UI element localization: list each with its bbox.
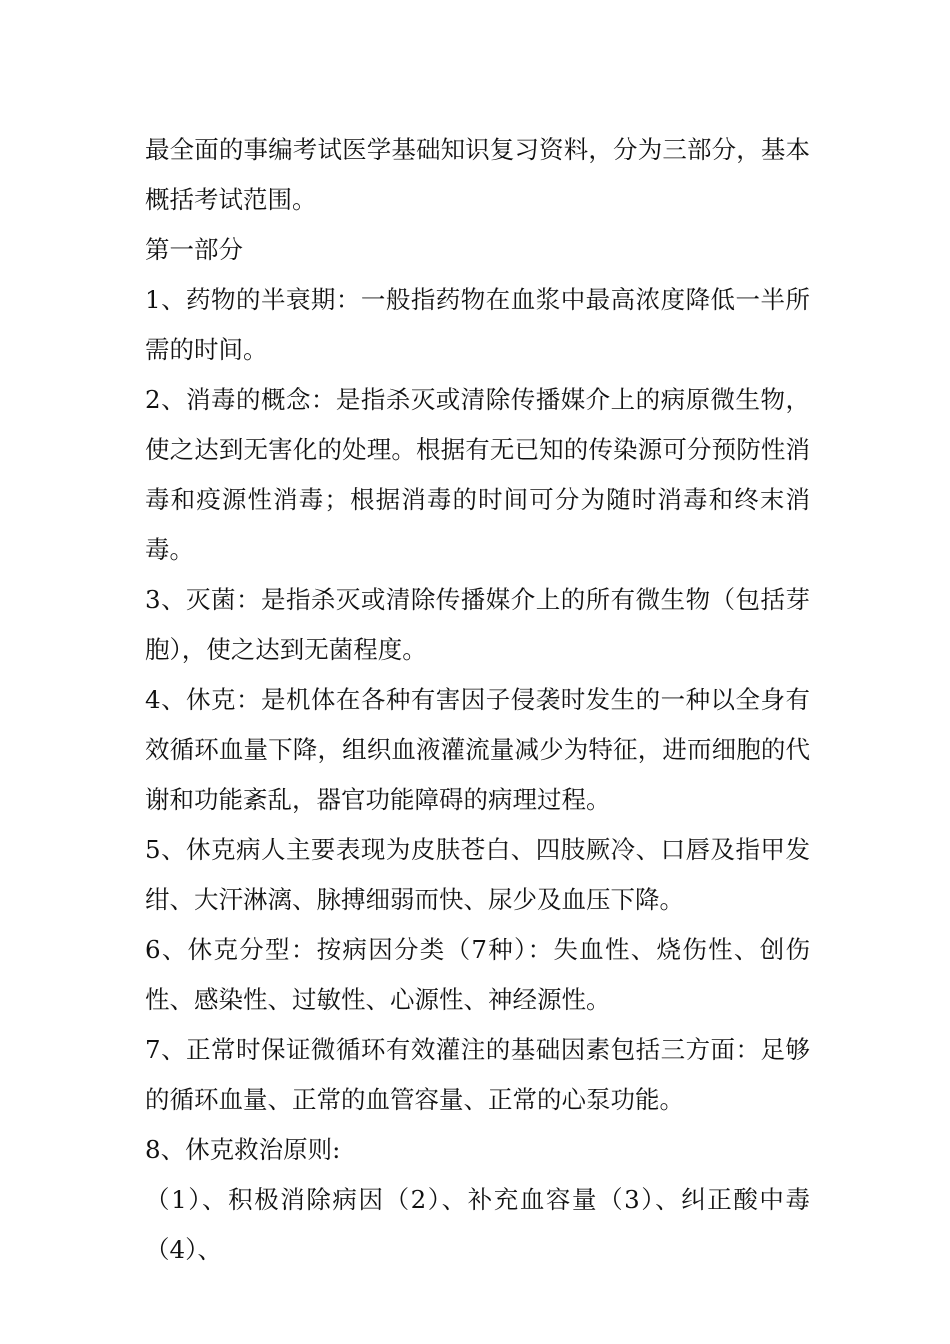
item-8-shock-treatment: 8、休克救治原则: <box>145 1135 341 1164</box>
item-1-half-life: 1、药物的半衰期：一般指药物在血浆中最高浓度降低一半所需的时间。 <box>145 285 810 364</box>
item-4-shock: 4、休克：是机体在各种有害因子侵袭时发生的一种以全身有效循环血量下降，组织血液灌流量减少为特征，进而细胞的代谢和功能紊乱，器官功能障碍的病理过程。 <box>145 685 810 814</box>
section-heading: 第一部分 <box>145 235 243 264</box>
item-3-sterilization: 3、灭菌：是指杀灭或清除传播媒介上的所有微生物（包括芽胞），使之达到无菌程度。 <box>145 585 810 664</box>
item-8-treatment-steps: （1）、积极消除病因（2）、补充血容量（3）、纠正酸中毒（4）、 <box>145 1185 810 1264</box>
intro-paragraph: 最全面的事编考试医学基础知识复习资料，分为三部分，基本概括考试范围。 <box>145 135 810 214</box>
item-6-shock-types: 6、休克分型：按病因分类（7种）：失血性、烧伤性、创伤性、感染性、过敏性、心源性、神经源性。 <box>145 935 810 1014</box>
item-5-shock-symptoms: 5、休克病人主要表现为皮肤苍白、四肢厥冷、口唇及指甲发绀、大汗淋漓、脉搏细弱而快、尿少及血压下降。 <box>145 835 810 914</box>
item-2-disinfection: 2、消毒的概念：是指杀灭或清除传播媒介上的病原微生物，使之达到无害化的处理。根据有无已知的传染源可分预防性消毒和疫源性消毒；根据消毒的时间可分为随时消毒和终末消毒。 <box>145 385 810 564</box>
document-body <box>145 125 810 1275</box>
item-7-microcirculation: 7、正常时保证微循环有效灌注的基础因素包括三方面：足够的循环血量、正常的血管容量、正常的心泵功能。 <box>145 1035 810 1114</box>
